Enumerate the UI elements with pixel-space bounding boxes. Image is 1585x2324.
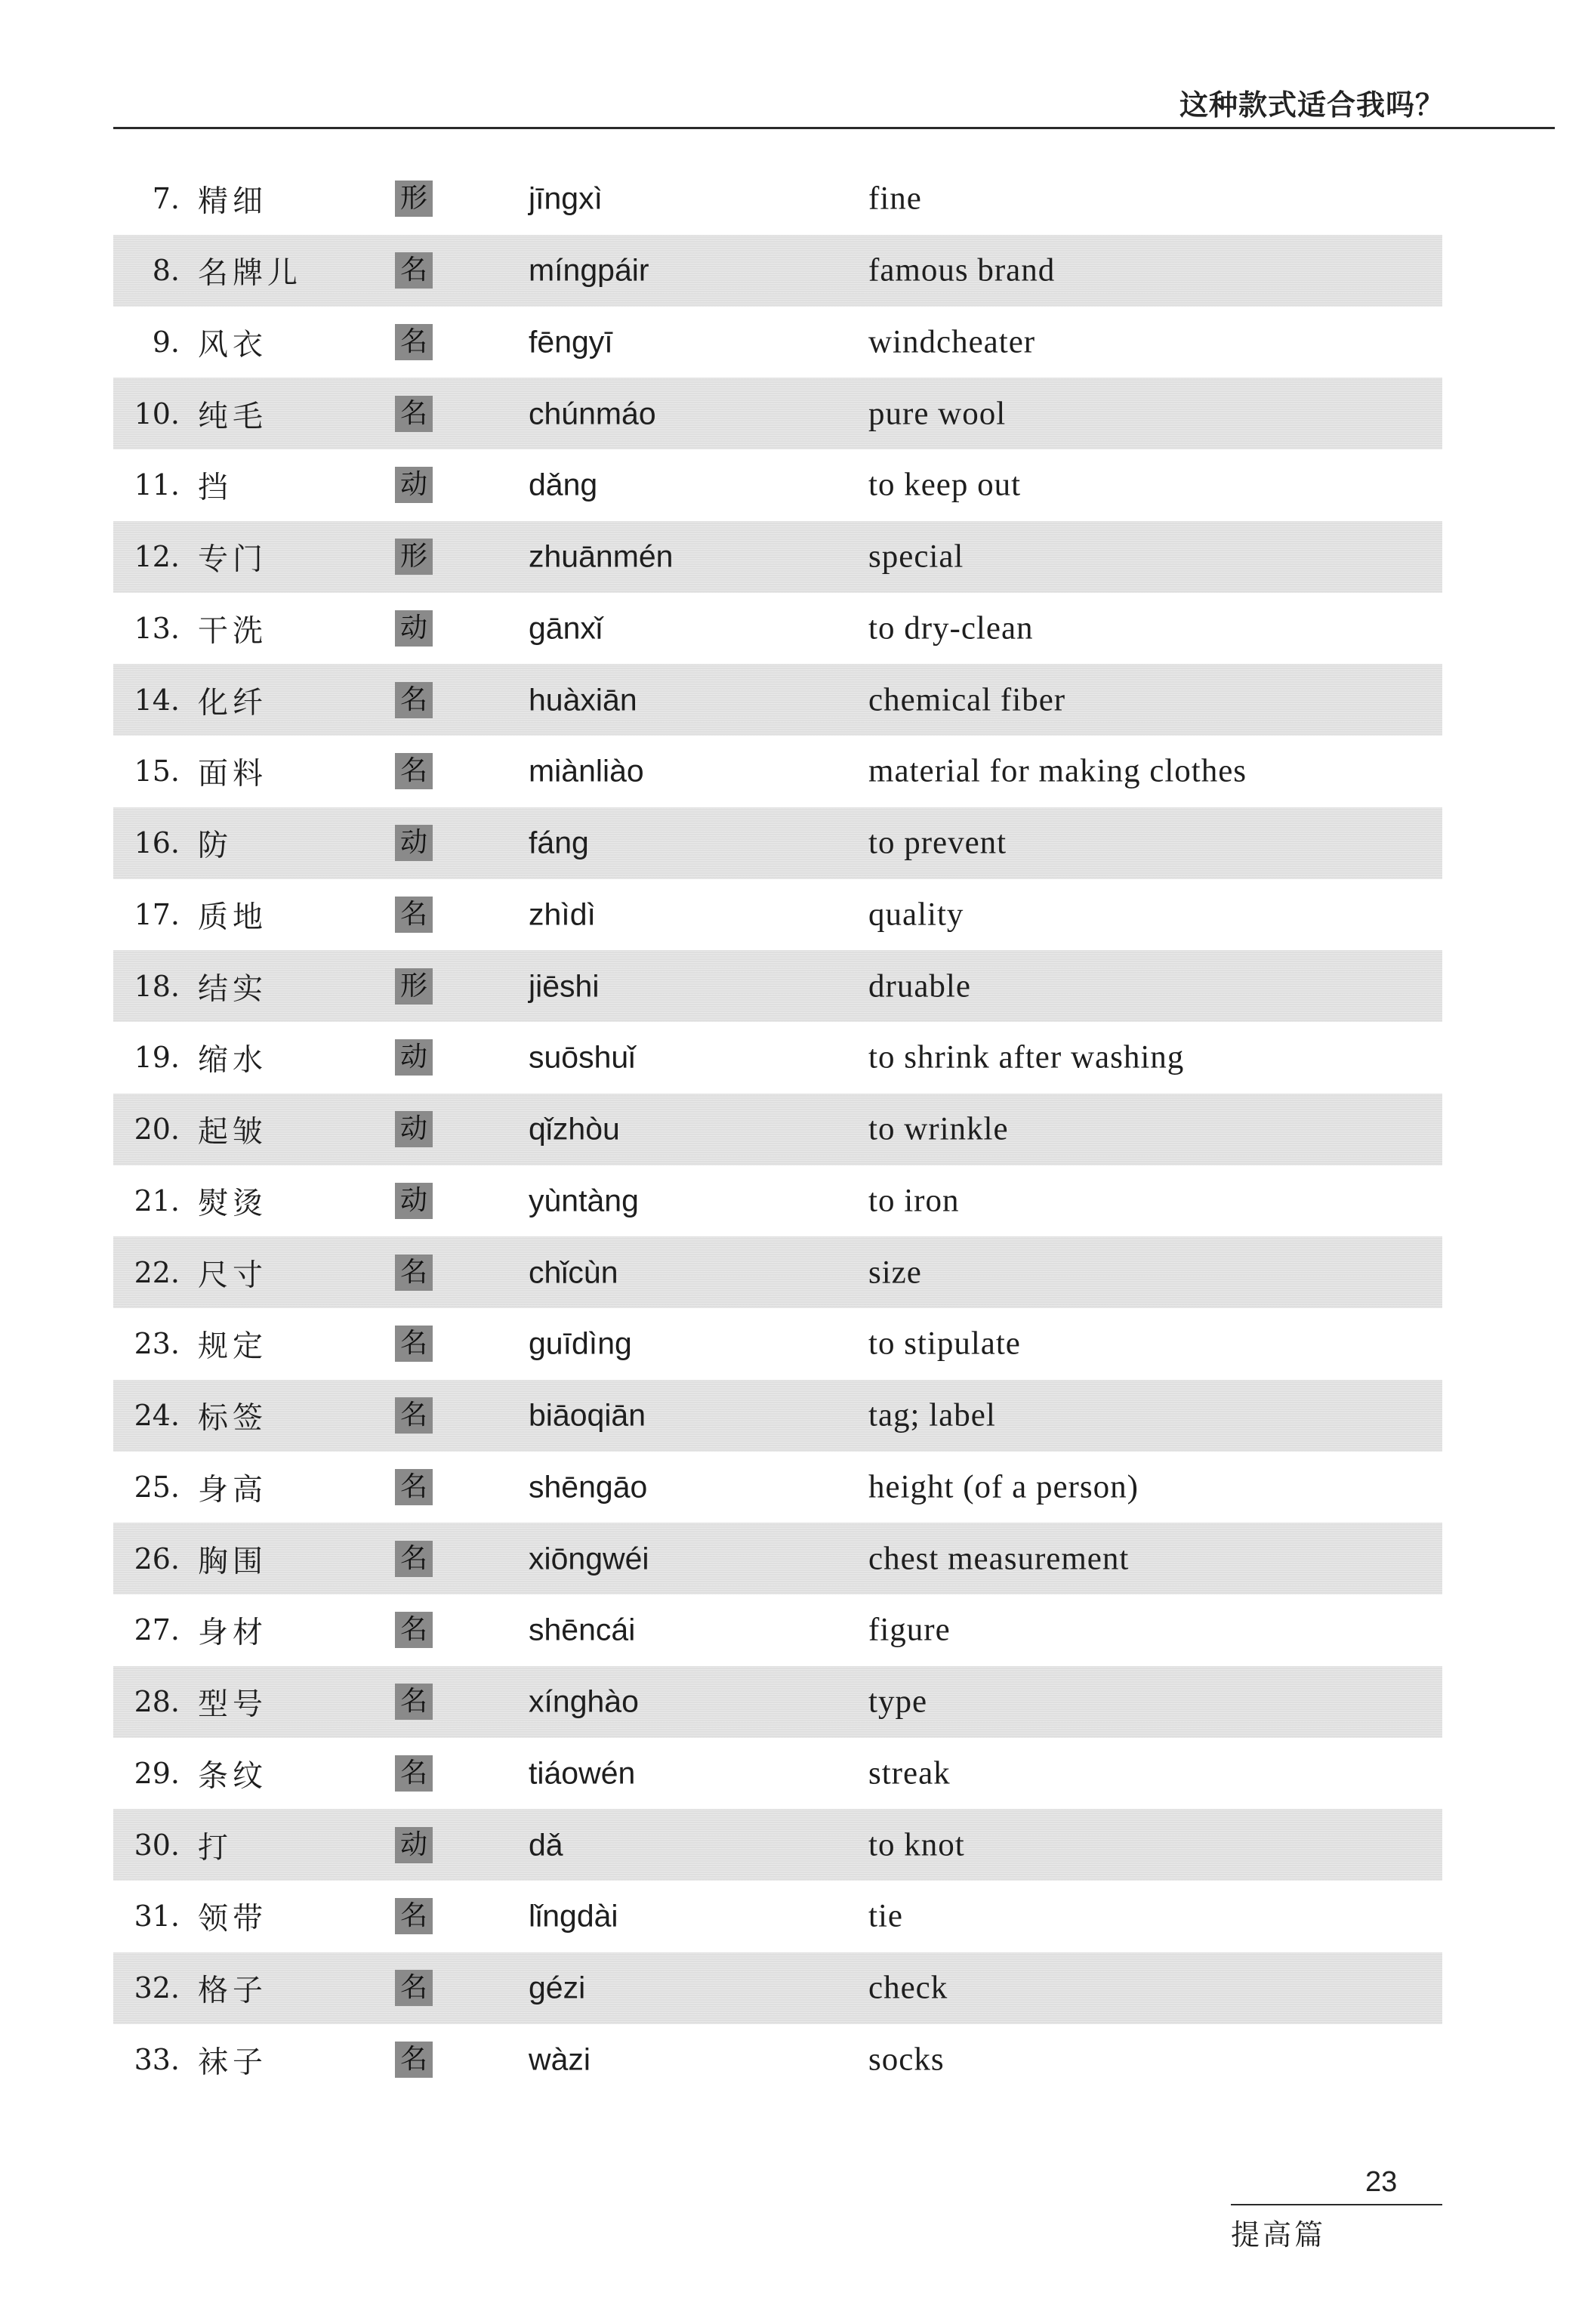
vocab-english: streak [868, 1755, 951, 1792]
vocab-number: 33. [134, 2042, 180, 2076]
vocab-hanzi: 化纤 [198, 685, 267, 721]
vocab-number: 19. [134, 1041, 180, 1075]
vocab-pinyin: qǐzhòu [529, 1111, 620, 1147]
vocab-number: 28. [134, 1685, 180, 1719]
vocab-number: 25. [134, 1470, 180, 1504]
header-rule [113, 127, 1555, 129]
vocab-english: to knot [868, 1827, 965, 1863]
part-of-speech-badge: 名 [395, 324, 433, 360]
vocab-row [113, 736, 1442, 807]
page-header-title: 这种款式适合我吗？ [1179, 88, 1445, 122]
vocab-row [113, 1022, 1442, 1094]
vocab-row [113, 1594, 1442, 1666]
vocab-pinyin: shēngāo [529, 1469, 648, 1505]
part-of-speech-badge: 名 [395, 897, 433, 933]
vocab-number: 29. [134, 1756, 180, 1790]
part-of-speech-badge: 动 [395, 1183, 433, 1219]
vocab-english: chest measurement [868, 1541, 1130, 1577]
vocab-number: 17. [134, 897, 180, 931]
part-of-speech-badge: 形 [395, 539, 433, 575]
part-of-speech-badge: 形 [395, 968, 433, 1005]
vocab-pinyin: jīngxì [529, 181, 603, 216]
vocab-english: quality [868, 897, 964, 933]
part-of-speech-badge: 动 [395, 1827, 433, 1863]
vocab-number: 22. [134, 1255, 180, 1289]
vocab-number: 26. [134, 1542, 180, 1576]
vocab-number: 7. [152, 182, 180, 216]
vocab-hanzi: 格子 [198, 1973, 267, 2008]
vocab-hanzi: 缩水 [198, 1042, 267, 1078]
vocab-number: 9. [152, 325, 180, 359]
vocab-pinyin: guīdìng [529, 1326, 632, 1361]
vocab-row [113, 1094, 1442, 1165]
vocab-english: chemical fiber [868, 682, 1066, 718]
vocab-number: 24. [134, 1399, 180, 1433]
vocab-pinyin: wàzi [529, 2042, 591, 2077]
vocab-pinyin: fēngyī [529, 324, 613, 360]
vocab-english: windcheater [868, 324, 1036, 360]
vocab-pinyin: dǎ [529, 1827, 563, 1863]
vocab-row [113, 163, 1442, 235]
vocab-english: to stipulate [868, 1326, 1021, 1362]
vocab-english: figure [868, 1612, 951, 1648]
vocab-pinyin: suōshuǐ [529, 1039, 636, 1075]
vocab-number: 30. [134, 1828, 180, 1862]
vocab-row [113, 1523, 1442, 1594]
part-of-speech-badge: 名 [395, 1755, 433, 1792]
vocab-pinyin: tiáowén [529, 1755, 636, 1791]
part-of-speech-badge: 名 [395, 682, 433, 718]
vocab-number: 16. [134, 826, 180, 860]
vocab-row [113, 1452, 1442, 1523]
vocab-row [113, 378, 1442, 449]
part-of-speech-badge: 名 [395, 1684, 433, 1720]
vocab-number: 20. [134, 1113, 180, 1147]
vocab-english: to keep out [868, 467, 1022, 503]
vocab-english: pure wool [868, 396, 1007, 432]
vocab-english: to prevent [868, 825, 1007, 861]
footer-label: 提高篇 [1231, 2218, 1327, 2251]
vocab-english: tag; label [868, 1397, 996, 1434]
vocab-hanzi: 纯毛 [198, 399, 267, 434]
vocab-row [113, 235, 1442, 307]
part-of-speech-badge: 名 [395, 1255, 433, 1291]
vocab-hanzi: 风衣 [198, 327, 267, 363]
part-of-speech-badge: 形 [395, 181, 433, 217]
vocab-number: 32. [134, 1971, 180, 2005]
vocab-pinyin: míngpáir [529, 252, 649, 288]
vocab-hanzi: 质地 [198, 900, 267, 935]
vocab-pinyin: xínghào [529, 1684, 639, 1719]
vocab-number: 11. [134, 468, 180, 502]
vocab-pinyin: chúnmáo [529, 396, 656, 431]
vocab-hanzi: 起皱 [198, 1114, 267, 1150]
vocab-number: 15. [134, 755, 180, 789]
vocab-number: 10. [134, 397, 180, 431]
vocab-row [113, 1881, 1442, 1952]
part-of-speech-badge: 名 [395, 1898, 433, 1934]
vocab-english: special [868, 539, 964, 575]
vocab-row [113, 1809, 1442, 1881]
vocab-hanzi: 专门 [198, 542, 267, 577]
vocab-hanzi: 条纹 [198, 1758, 267, 1794]
vocab-english: to iron [868, 1183, 960, 1219]
vocab-english: to shrink after washing [868, 1039, 1185, 1076]
vocab-pinyin: jiēshi [529, 968, 600, 1004]
vocab-row [113, 1236, 1442, 1308]
part-of-speech-badge: 动 [395, 467, 433, 503]
vocab-row [113, 307, 1442, 378]
vocab-hanzi: 型号 [198, 1687, 267, 1722]
vocab-number: 23. [134, 1327, 180, 1361]
vocab-english: fine [868, 181, 922, 217]
vocab-english: to dry-clean [868, 610, 1034, 647]
page-number: 23 [1365, 2166, 1398, 2198]
part-of-speech-badge: 名 [395, 1541, 433, 1577]
vocab-english: to wrinkle [868, 1111, 1009, 1147]
vocab-pinyin: fáng [529, 825, 589, 860]
vocab-hanzi: 结实 [198, 971, 267, 1007]
vocab-row [113, 1308, 1442, 1380]
part-of-speech-badge: 名 [395, 1970, 433, 2006]
vocab-row [113, 1666, 1442, 1738]
vocab-row [113, 521, 1442, 593]
vocab-hanzi: 熨烫 [198, 1186, 267, 1221]
vocab-pinyin: gānxǐ [529, 610, 603, 646]
vocab-pinyin: zhuānmén [529, 539, 674, 574]
vocab-pinyin: zhìdì [529, 897, 596, 932]
vocab-row [113, 449, 1442, 521]
vocab-english: check [868, 1970, 948, 2006]
vocab-row [113, 593, 1442, 665]
vocab-pinyin: lǐngdài [529, 1898, 618, 1934]
part-of-speech-badge: 名 [395, 396, 433, 432]
vocab-pinyin: chǐcùn [529, 1255, 618, 1290]
vocab-number: 8. [152, 254, 180, 288]
vocab-english: socks [868, 2042, 945, 2078]
vocab-hanzi: 身高 [198, 1472, 267, 1508]
vocab-hanzi: 袜子 [198, 2045, 267, 2080]
vocab-hanzi: 标签 [198, 1400, 267, 1436]
vocab-hanzi: 精细 [198, 184, 267, 219]
vocab-row [113, 1952, 1442, 2024]
vocab-number: 12. [134, 540, 180, 574]
part-of-speech-badge: 动 [395, 1111, 433, 1147]
vocab-hanzi: 打 [198, 1830, 233, 1866]
part-of-speech-badge: 名 [395, 252, 433, 289]
part-of-speech-badge: 名 [395, 2042, 433, 2078]
vocab-hanzi: 身材 [198, 1615, 267, 1650]
vocab-hanzi: 挡 [198, 470, 233, 505]
vocab-number: 13. [134, 611, 180, 645]
vocab-english: size [868, 1255, 922, 1291]
vocab-hanzi: 领带 [198, 1901, 267, 1937]
part-of-speech-badge: 名 [395, 1612, 433, 1648]
vocab-pinyin: miànliào [529, 753, 644, 789]
vocabulary-list [113, 163, 1442, 2095]
vocab-pinyin: biāoqiān [529, 1397, 646, 1433]
vocab-pinyin: yùntàng [529, 1183, 639, 1218]
vocab-english: tie [868, 1898, 903, 1934]
vocab-row [113, 1380, 1442, 1452]
vocab-pinyin: huàxiān [529, 682, 637, 718]
vocab-english: material for making clothes [868, 753, 1247, 789]
part-of-speech-badge: 动 [395, 825, 433, 861]
part-of-speech-badge: 名 [395, 753, 433, 789]
part-of-speech-badge: 名 [395, 1397, 433, 1434]
vocab-number: 18. [134, 969, 180, 1003]
part-of-speech-badge: 名 [395, 1326, 433, 1362]
vocab-row [113, 2024, 1442, 2096]
vocab-english: height (of a person) [868, 1469, 1139, 1505]
vocab-row [113, 807, 1442, 879]
vocab-english: druable [868, 968, 971, 1005]
vocab-row [113, 1738, 1442, 1810]
part-of-speech-badge: 名 [395, 1469, 433, 1505]
vocab-pinyin: xiōngwéi [529, 1541, 649, 1576]
vocab-number: 31. [134, 1900, 180, 1934]
vocab-hanzi: 名牌儿 [198, 255, 302, 291]
vocab-pinyin: shēncái [529, 1612, 636, 1647]
vocab-row [113, 950, 1442, 1022]
vocab-row [113, 879, 1442, 951]
vocab-hanzi: 干洗 [198, 613, 267, 649]
vocab-pinyin: gézi [529, 1970, 586, 2005]
vocab-english: type [868, 1684, 928, 1720]
footer-rule [1231, 2204, 1442, 2205]
vocab-english: famous brand [868, 252, 1056, 289]
part-of-speech-badge: 动 [395, 610, 433, 647]
vocab-hanzi: 防 [198, 828, 233, 863]
vocab-row [113, 664, 1442, 736]
vocab-number: 27. [134, 1613, 180, 1647]
vocab-row [113, 1165, 1442, 1237]
vocab-number: 21. [134, 1184, 180, 1218]
vocab-pinyin: dǎng [529, 467, 598, 502]
part-of-speech-badge: 动 [395, 1039, 433, 1076]
vocab-number: 14. [134, 683, 180, 717]
vocab-hanzi: 胸围 [198, 1544, 267, 1579]
vocab-hanzi: 规定 [198, 1329, 267, 1364]
vocab-hanzi: 面料 [198, 756, 267, 792]
vocab-hanzi: 尺寸 [198, 1258, 267, 1293]
